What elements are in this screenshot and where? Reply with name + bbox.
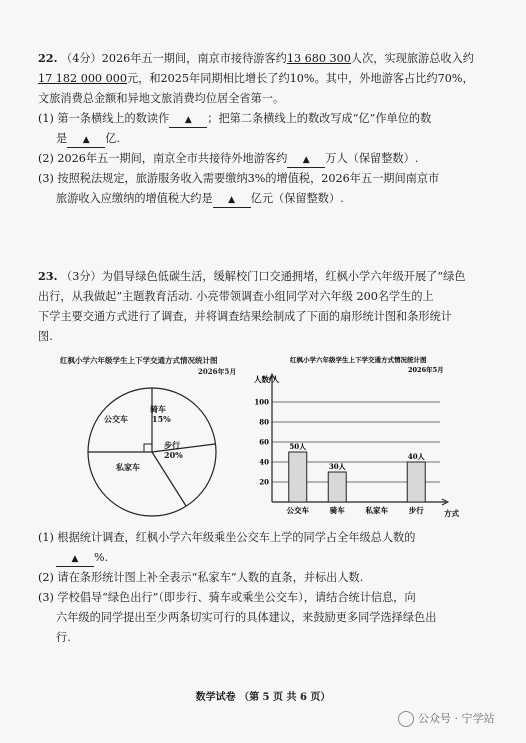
question-23-subs [38,528,478,648]
pie-label-walk: 步行 [164,440,180,450]
q23-intro-line2: 出行，从我做起”主题教育活动. 小亮带领调查小组同学对六年级 200名学生的上 [38,290,434,303]
q22-sub1 [38,109,478,129]
q22-revenue: 17 182 000 000 [38,72,127,85]
triangle-icon: ▲ [184,115,192,125]
q23-sub3-cont2: 行. [56,631,71,644]
q23-score: （3分） [61,270,102,283]
pie-label-bike: 骑车 [150,404,166,414]
q22-text-c: 元，和2025年同期相比增长了约10%。其中，外地游客占比约70%， [126,72,474,85]
q23-s1-text-b: %. [94,551,109,564]
q22-intro-line3: 文旅消费总金额和异地文旅消费均位居全省第一。 [38,92,285,105]
pie-divider-bike-walk [152,444,215,452]
q22-intro-line1 [38,48,478,69]
q22-text-a: 2026年五一期间，南京市接待游客约 [101,52,287,65]
q23-intro-line1 [38,266,478,287]
pie-label-bike-pct: 15% [152,414,171,424]
q23-number: 23. [38,269,58,283]
y-tick-label: 100 [254,397,269,407]
triangle-icon: ▲ [82,135,90,145]
pie-label-walk-pct: 20% [164,450,183,460]
answer-blank[interactable] [169,112,207,128]
x-tick-label: 骑车 [329,506,345,515]
q23-sub3: (3) 学校倡导“绿色出行”（即步行、骑车或乘坐公交车），请结合统计信息，向 [38,591,416,604]
pie-date: 2026年5月 [198,367,237,376]
q22-s3-text-c: 亿元（保留整数）. [250,192,344,205]
y-axis-label: 人数/人 [254,375,280,384]
answer-blank[interactable] [56,551,94,567]
q22-s1-text-c: 是 [56,132,68,145]
x-axis-label: 方式 [444,509,459,518]
pie-divider-walk-car [152,452,186,506]
bar-title: 红枫小学六年级学生上下学交通方式情况统计图 [290,356,427,364]
bar-date: 2026年5月 [408,366,444,374]
q22-s1-text-d: 亿. [105,132,120,145]
y-tick-label: 80 [259,417,269,427]
bar [407,462,425,502]
bar [289,452,307,502]
pie-label-car: 私家车 [116,462,140,472]
x-tick-label: 步行 [408,506,424,515]
page-footer: 数学试卷 （第 5 页 共 6 页） [195,692,331,703]
question-23 [38,266,478,347]
bar-value-label: 50人 [289,442,307,451]
q22-intro-line2 [38,69,478,89]
y-tick-label: 20 [259,477,269,487]
q22-s3-text-b: 旅游收入应缴纳的增值税大约是 [56,192,213,205]
x-tick-label: 公交车 [286,506,309,515]
q22-sub3: (3) 按照税法规定，旅游服务收入需要缴纳3%的增值税，2026年五一期间南京市 [38,172,440,185]
q23-s1-text: (1) 根据统计调查，红枫小学六年级乘坐公交车上学的同学占全年级总人数的 [38,531,416,544]
wechat-icon [398,711,414,727]
y-tick-label: 40 [259,457,269,467]
watermark-text: 公众号 · 宁学站 [418,712,495,725]
q22-s2-text: (2) 2026年五一期间，南京全市共接待外地游客约 [38,152,288,165]
triangle-icon: ▲ [228,195,236,205]
bar-value-label: 40人 [407,452,425,461]
q22-sub2 [38,149,478,169]
q22-visitors: 13 680 300 [286,52,351,65]
q23-sub2: (2) 请在条形统计图上补全表示“私家车”人数的直条，并标出人数. [38,571,364,584]
q22-s2-text-b: 万人（保留整数）. [325,152,419,165]
answer-blank[interactable] [287,152,325,168]
watermark [398,710,495,727]
question-22 [38,48,478,209]
triangle-icon: ▲ [71,554,79,564]
right-angle-mark [144,444,152,452]
q23-intro-line3: 下学主要交通方式进行了调查，并将调查结果绘制成了下面的扇形统计图和条形统计 [38,310,452,323]
answer-blank[interactable] [67,132,105,148]
y-tick-label: 60 [259,437,269,447]
q22-text-b: 人次，实现旅游总收入约 [350,52,474,65]
bar [328,472,346,502]
q23-text-1: 为倡导绿色低碳生活，缓解校门口交通拥堵，红枫小学六年级开展了“绿色 [101,270,466,283]
q23-sub3-cont: 六年级的同学提出至少两条切实可行的具体建议，来鼓励更多同学选择绿色出 [56,611,437,624]
bar-chart [250,352,476,528]
q22-score: （4分） [61,52,102,65]
q22-sub3-cont [38,189,478,209]
q22-sub1-cont [38,129,478,149]
triangle-icon: ▲ [302,155,310,165]
q22-number: 22. [38,51,58,65]
x-tick-label: 私家车 [365,506,388,515]
q23-sub1-cont [38,548,478,568]
q23-sub1 [38,528,478,548]
pie-label-bus: 公交车 [104,414,128,424]
bar-value-label: 30人 [328,462,346,471]
answer-blank[interactable] [213,192,251,208]
q22-s1-text: (1) 第一条横线上的数读作 [38,112,170,125]
q23-intro-line4: 图. [38,330,53,343]
pie-title: 红枫小学六年级学生上下学交通方式情况统计图 [60,356,218,365]
q22-s1-text-b: ；把第二条横线上的数改写成“亿”作单位的数 [207,112,432,125]
